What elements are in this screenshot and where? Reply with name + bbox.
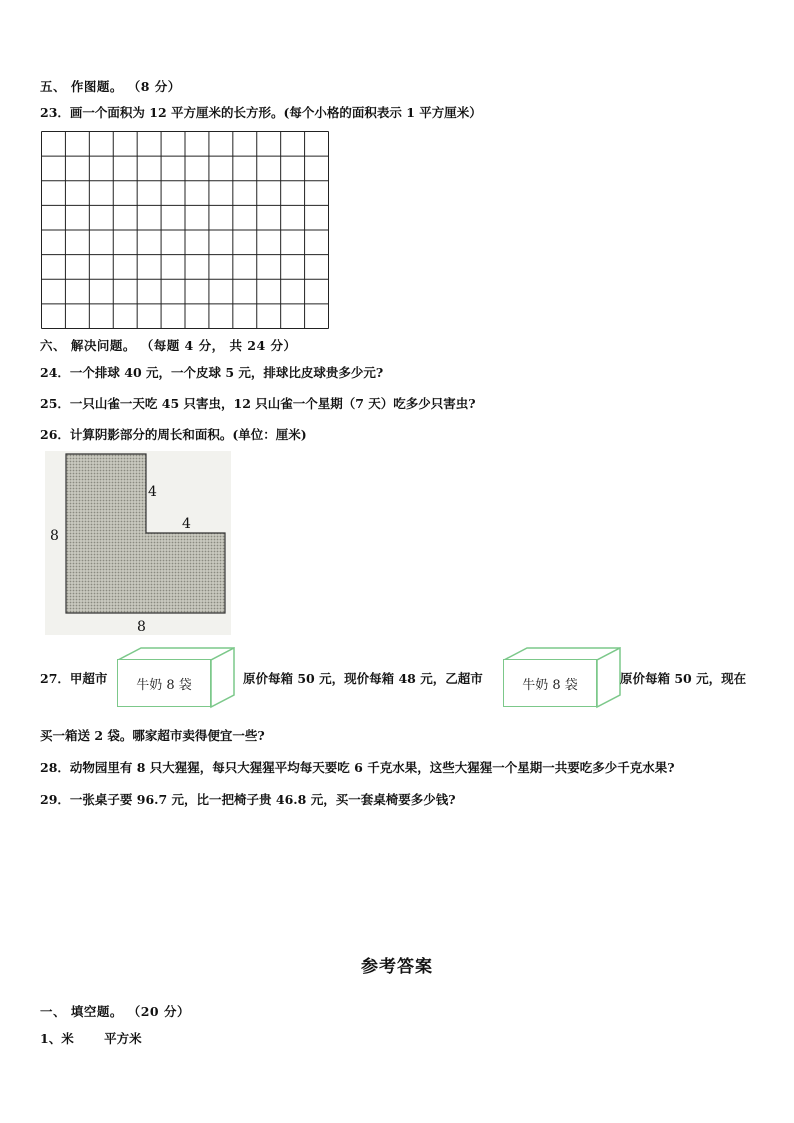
section6-heading: 六、 解决问题。 （每题 4 分， 共 24 分） [40, 338, 297, 353]
answer-1: 1、米 平方米 [40, 1031, 142, 1046]
question-25: 25．一只山雀一天吃 45 只害虫，12 只山雀一个星期（7 天）吃多少只害虫? [40, 396, 476, 411]
question-27-mid: 原价每箱 50 元，现价每箱 48 元，乙超市 [243, 671, 483, 686]
milk-box-b-label: 牛奶 8 袋 [503, 659, 597, 707]
question-27-prefix: 27．甲超市 [40, 671, 108, 686]
question-24: 24．一个排球 40 元，一个皮球 5 元，排球比皮球贵多少元? [40, 365, 384, 380]
question-27-suffix: 原价每箱 50 元，现在 [620, 671, 747, 686]
label-inner-horizontal: 4 [182, 516, 191, 532]
label-left-side: 8 [50, 528, 59, 544]
label-top-right-side: 4 [148, 484, 157, 500]
shaded-figure [45, 451, 231, 635]
question-23: 23．画一个面积为 12 平方厘米的长方形。(每个小格的面积表示 1 平方厘米） [40, 105, 482, 120]
label-bottom-side: 8 [137, 619, 146, 635]
question-29: 29．一张桌子要 96.7 元，比一把椅子贵 46.8 元，买一套桌椅要多少钱? [40, 792, 456, 807]
section5-heading: 五、 作图题。 （8 分） [40, 79, 181, 94]
question-26: 26．计算阴影部分的周长和面积。(单位：厘米) [40, 427, 307, 442]
milk-box-b [503, 647, 621, 709]
answers-title: 参考答案 [361, 957, 433, 977]
drawing-grid[interactable] [41, 131, 329, 329]
milk-box-a [117, 647, 235, 709]
answers-section1-heading: 一、 填空题。 （20 分） [40, 1004, 190, 1019]
question-28: 28．动物园里有 8 只大猩猩，每只大猩猩平均每天要吃 6 千克水果，这些大猩猩一个星期一共要吃多少千克水果? [40, 760, 675, 775]
question-27-continuation: 买一箱送 2 袋。哪家超市卖得便宜一些? [40, 728, 265, 743]
milk-box-a-label: 牛奶 8 袋 [117, 659, 211, 707]
